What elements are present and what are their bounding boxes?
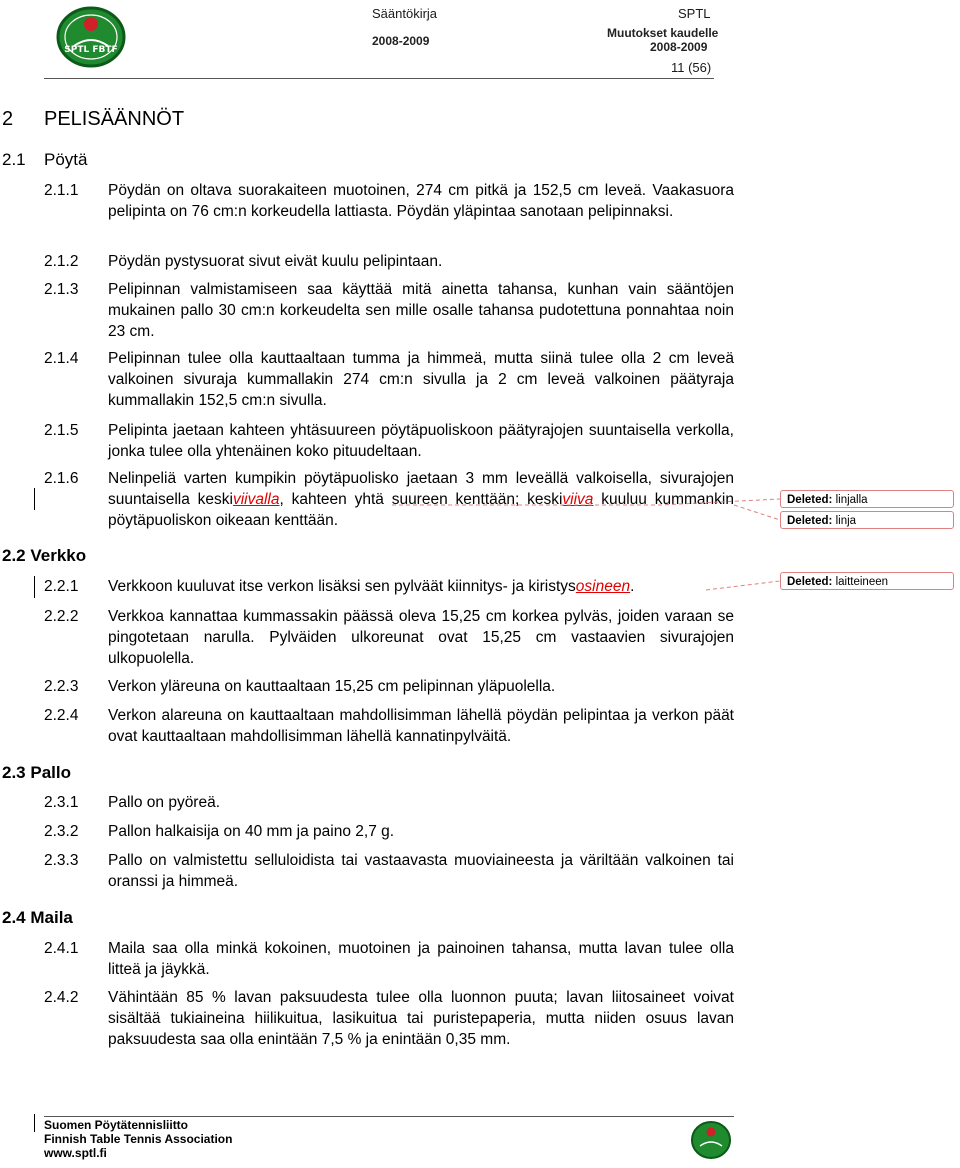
rule-item <box>44 576 734 597</box>
rule-text: Pelipinnan tulee olla kauttaaltaan tumma ja himmeä, mutta siinä tulee olla 2 cm leveä valkoinen sivuraja kummallakin 274 cm:n sivulla ja 2 cm leveä valkoinen päätyraja kummallakin 152,5 cm:n sivulla. <box>108 350 734 409</box>
rule-text: Verkon yläreuna on kauttaaltaan 15,25 cm pelipinnan yläpuolella. <box>108 678 556 695</box>
deleted-balloon[interactable]: Deleted: linja <box>780 511 954 529</box>
rule-text: Pelipinta jaetaan kahteen yhtäsuureen pöytäpuoliskoon päätyrajojen suuntaisella verkolla, jonka tulee olla yhtenäinen koko pituudeltaan. <box>108 422 734 460</box>
change-bar <box>34 1114 35 1132</box>
rule-item <box>44 987 734 1050</box>
header-changes-year: 2008-2009 <box>650 40 708 54</box>
inserted-text: viivalla <box>232 491 280 508</box>
rule-item <box>44 468 734 531</box>
header-doc-title: Sääntökirja <box>372 6 438 21</box>
footer-org <box>44 1118 232 1160</box>
footer-rule <box>44 1116 734 1117</box>
rule-text: Verkon alareuna on kauttaaltaan mahdollisimman lähellä pöydän pelipintaa ja verkon päät ovat kauttaaltaan mahdollisimman lähellä kannatinpylväitä. <box>108 707 734 745</box>
rule-item <box>44 420 734 462</box>
header-rule <box>44 78 714 79</box>
sptl-logo-icon <box>56 6 126 68</box>
rule-item <box>44 705 734 747</box>
rule-text: Verkkoa kannattaa kummassakin päässä oleva 15,25 cm korkea pylväs, joiden varaan se pingotetaan narulla. Pylväiden ulkoreunat ovat 15,25 cm vastaavien sivurajojen ulkopuolella. <box>108 608 734 667</box>
rule-item <box>44 279 734 342</box>
subsection-heading: 2.4 Maila <box>2 908 73 927</box>
rule-item <box>44 251 734 272</box>
rule-item <box>44 348 734 411</box>
rule-item <box>44 938 734 980</box>
rule-number: 2.1.3 <box>44 281 79 298</box>
rule-item <box>44 676 734 697</box>
rule-number: 2.2.1 <box>44 578 79 595</box>
footer-org-en: Finnish Table Tennis Association <box>44 1132 233 1146</box>
rule-text: Pallo on pyöreä. <box>108 794 221 811</box>
header-org: SPTL <box>678 6 711 21</box>
inserted-text: viiva <box>562 491 594 508</box>
rule-text: Vähintään 85 % lavan paksuudesta tulee olla luonnon puuta; lavan liitosaineet voivat sisältää tukiaineina hiilikuitua, lasikuitua tai puristepaperia, mutta niiden osuus lavan paksuudesta saa olla enintään 7,5 % ja enintään 0,35 mm. <box>108 989 734 1048</box>
rule-number: 2.2.2 <box>44 608 79 625</box>
rule-number: 2.1.6 <box>44 470 79 487</box>
footer-logo <box>690 1120 732 1160</box>
rule-text: Pallon halkaisija on 40 mm ja paino 2,7 g. <box>108 823 395 840</box>
rule-number: 2.3.3 <box>44 852 79 869</box>
rule-number: 2.3.1 <box>44 794 79 811</box>
svg-text:SPTL FBTF: SPTL FBTF <box>64 45 118 55</box>
deleted-balloon[interactable]: Deleted: laitteineen <box>780 572 954 590</box>
rule-text: Nelinpeliä varten kumpikin pöytäpuolisko jaetaan 3 mm leveällä valkoisella, sivurajojen suuntaisella keskiviivalla, kahteen yhtä suureen kenttään; keskiviiva kuuluu kummankin pöytäpuoliskon oikeaan kenttään. <box>108 470 734 529</box>
footer-org-fi: Suomen Pöytätennisliitto <box>44 1118 189 1132</box>
rule-text: Maila saa olla minkä kokoinen, muotoinen ja painoinen tahansa, mutta lavan tulee olla litteä ja jäykkä. <box>108 940 734 978</box>
rule-number: 2.1.2 <box>44 253 79 270</box>
rule-number: 2.1.1 <box>44 182 79 199</box>
page-number: 11 (56) <box>671 60 712 75</box>
rule-number: 2.2.4 <box>44 707 79 724</box>
header-doc-year: 2008-2009 <box>372 34 430 48</box>
rule-text: Pelipinnan valmistamiseen saa käyttää mitä ainetta tahansa, kunhan vain sääntöjen mukainen pallo 30 cm:n korkeudelta sen mille osalle tahansa pudotettuna ponnahtaa noin 23 cm. <box>108 281 734 340</box>
rule-text: Pöydän pystysuorat sivut eivät kuulu pelipintaan. <box>108 253 443 270</box>
rule-text: Pöydän on oltava suorakaiteen muotoinen, 274 cm pitkä ja 152,5 cm leveä. Vaakasuora pelipinta on 76 cm:n korkeudella lattiasta. Pöydän yläpintaa sanotaan pelipinnaksi. <box>108 182 734 220</box>
inserted-text: osineen <box>575 578 631 595</box>
rule-item <box>44 792 734 813</box>
rule-item <box>44 821 734 842</box>
rule-number: 2.2.3 <box>44 678 79 695</box>
section-number: 2 <box>2 108 14 130</box>
subsection-heading: 2.3 Pallo <box>2 763 71 782</box>
footer-url[interactable]: www.sptl.fi <box>44 1146 107 1160</box>
rule-number: 2.3.2 <box>44 823 79 840</box>
sptl-logo-icon <box>690 1120 732 1160</box>
section-title: PELISÄÄNNÖT <box>44 108 185 130</box>
rule-text: Pallo on valmistettu selluloidista tai vastaavasta muoviaineesta ja väriltään valkoinen tai oranssi ja himmeä. <box>108 852 734 890</box>
rule-number: 2.4.1 <box>44 940 79 957</box>
header-logo <box>56 6 126 68</box>
rule-item <box>44 850 734 892</box>
rule-text: Verkkoon kuuluvat itse verkon lisäksi sen pylväät kiinnitys- ja kiristysosineen. <box>108 578 635 595</box>
subsection-number: 2.1 <box>2 150 26 169</box>
deleted-balloon[interactable]: Deleted: linjalla <box>780 490 954 508</box>
change-bar <box>34 576 35 598</box>
rule-number: 2.4.2 <box>44 989 79 1006</box>
rule-item <box>44 180 734 222</box>
rule-item <box>44 606 734 669</box>
rule-number: 2.1.4 <box>44 350 79 367</box>
change-bar <box>34 488 35 510</box>
rule-number: 2.1.5 <box>44 422 79 439</box>
subsection-heading: 2.2 Verkko <box>2 546 87 565</box>
header-changes-label: Muutokset kaudelle <box>607 26 719 40</box>
subsection-title: Pöytä <box>44 150 88 169</box>
